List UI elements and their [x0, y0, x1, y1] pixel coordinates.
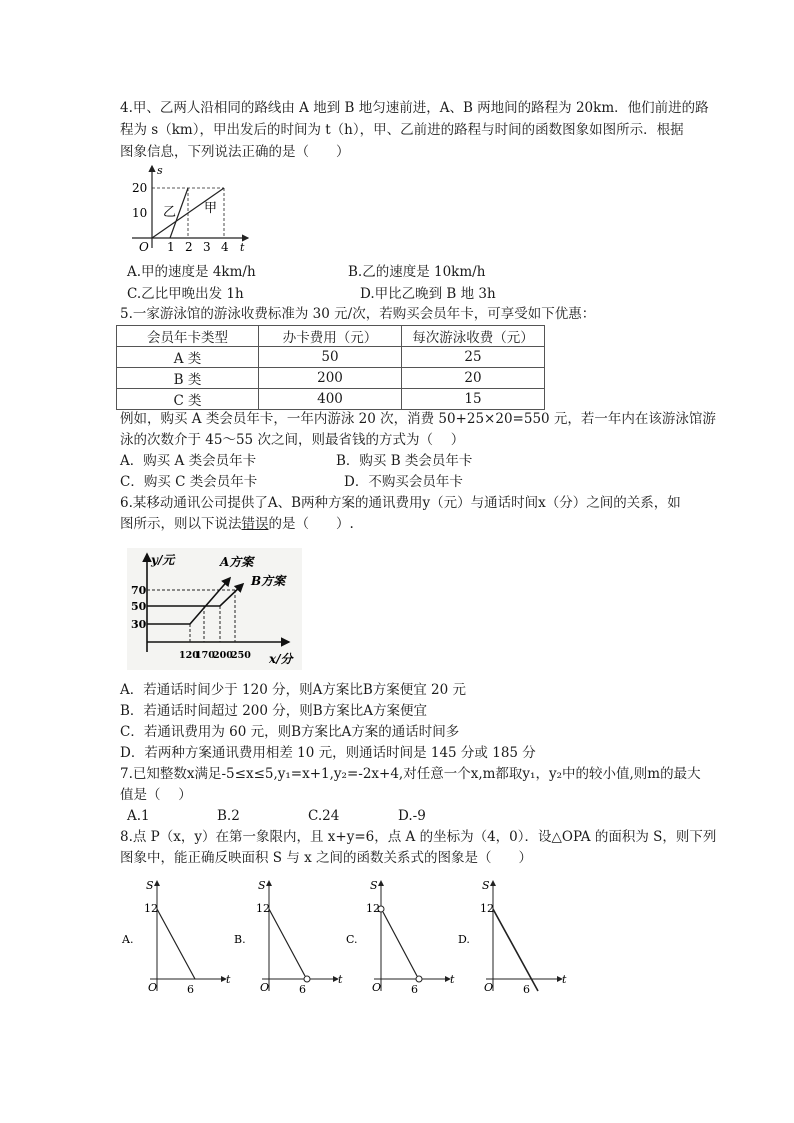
table-header-type: 会员年卡类型 [117, 326, 259, 347]
q4-option-d[interactable]: D.甲比乙晚到 B 地 3h [360, 286, 496, 302]
table-cell: A 类 [117, 347, 259, 368]
q6-emphasis-wrong: 错误 [241, 516, 269, 532]
q4-stem-line2: 程为 s（km），甲出发后的时间为 t（h），甲、乙前进的路程与时间的函数图象如图所示．根据 [120, 122, 684, 138]
q8b-letter: B. [234, 933, 246, 946]
q8b-o: O [260, 981, 270, 994]
q5-stem-line1: 5.一家游泳馆的游泳收费标准为 30 元/次，若购买会员年卡，可享受如下优惠： [120, 306, 596, 322]
table-cell: C 类 [117, 389, 259, 410]
q4-y-tick-20: 20 [132, 181, 148, 195]
q8a-t: t [226, 973, 231, 986]
q6-option-a[interactable]: A．若通话时间少于 120 分，则A方案比B方案便宜 20 元 [120, 682, 467, 698]
q8d-t: t [562, 973, 567, 986]
q8c-letter: C. [346, 933, 358, 946]
q4-option-c[interactable]: C.乙比甲晚出发 1h [127, 286, 244, 302]
q8c-o: O [372, 981, 382, 994]
q8d-s: S [482, 879, 490, 892]
q8b-open-point [304, 976, 310, 982]
q4-y-tick-10: 10 [132, 206, 148, 220]
q8a-6: 6 [187, 983, 194, 996]
q6-y-tick-70: 70 [131, 584, 147, 597]
table-cell: 50 [259, 347, 402, 368]
q5-stem-line3: 泳的次数介于 45～55 次之间，则最省钱的方式为（ ） [120, 432, 465, 448]
q7-stem-line2: 值是（ ） [120, 787, 192, 803]
q7-option-c[interactable]: C.24 [308, 808, 340, 824]
q8-graph-d[interactable] [456, 873, 571, 998]
q4-option-a[interactable]: A.甲的速度是 4km/h [127, 264, 256, 280]
q8b-line [269, 909, 305, 976]
q5-option-b[interactable]: B．购买 B 类会员年卡 [336, 453, 473, 469]
q8a-12: 12 [144, 902, 158, 915]
q6-x-tick-200: 200 [213, 650, 233, 661]
q8a-line [157, 909, 195, 979]
q8a-o: O [148, 981, 158, 994]
q7-option-a[interactable]: A.1 [127, 808, 150, 824]
q8-stem-line2: 图象中，能正确反映面积 S 与 x 之间的函数关系式的图象是（ ） [120, 850, 533, 866]
q4-label-jia: 甲 [204, 201, 218, 216]
q4-stem-line1: 4.甲、乙两人沿相同的路线由 A 地到 B 地匀速前进，A、B 两地间的路程为 20km．他们前进的路 [120, 100, 709, 116]
q6-x-label: x/分 [269, 652, 293, 666]
q5-option-c[interactable]: C．购买 C 类会员年卡 [120, 474, 258, 490]
q8d-12: 12 [480, 902, 494, 915]
q8-graph-a[interactable] [120, 873, 235, 998]
q4-x-tick-4: 4 [221, 240, 229, 254]
q8-graph-c[interactable] [344, 873, 459, 998]
q8c-t: t [450, 973, 455, 986]
q6-stem-text: 图所示，则以下说法 [120, 516, 242, 532]
q8c-6: 6 [411, 983, 418, 996]
table-cell: 400 [259, 389, 402, 410]
q6-graph [127, 548, 302, 670]
q6-option-b[interactable]: B．若通话时间超过 200 分，则B方案比A方案便宜 [120, 703, 427, 719]
q8c-open-point-bottom [416, 976, 422, 982]
q6-y-tick-30: 30 [131, 618, 147, 631]
q4-label-yi: 乙 [163, 205, 177, 220]
table-cell: 15 [402, 389, 545, 410]
q7-option-d[interactable]: D.-9 [398, 808, 426, 824]
q8d-letter: D. [458, 933, 470, 946]
q8b-6: 6 [299, 983, 306, 996]
q8-stem-line1: 8.点 P（x，y）在第一象限内，且 x+y=6，点 A 的坐标为（4，0）．设△OPA 的面积为 S，则下列 [120, 829, 717, 845]
q6-y-label: y/元 [151, 553, 175, 567]
q8b-t: t [338, 973, 343, 986]
table-header-card-fee: 办卡费用（元） [259, 326, 402, 347]
q8b-12: 12 [256, 902, 270, 915]
q8d-o: O [484, 981, 494, 994]
q8c-s: S [370, 879, 378, 892]
q6-label-b: B方案 [251, 574, 286, 588]
table-row [117, 389, 545, 410]
q4-graph [120, 160, 260, 255]
q8a-letter: A. [122, 933, 134, 946]
q4-x-tick-2: 2 [185, 240, 193, 254]
q8b-s: S [258, 879, 266, 892]
q7-stem-line1: 7.已知整数x满足-5≤x≤5,y₁=x+1,y₂=-2x+4,对任意一个x,m都取y₁，y₂中的较小值,则m的最大 [120, 766, 701, 782]
table-cell: 200 [259, 368, 402, 389]
q5-option-d[interactable]: D．不购买会员年卡 [344, 474, 463, 490]
table-cell: B 类 [117, 368, 259, 389]
q4-x-tick-3: 3 [203, 240, 211, 254]
table-row [117, 368, 545, 389]
q4-option-b[interactable]: B.乙的速度是 10km/h [348, 264, 486, 280]
q5-fee-table [116, 325, 545, 410]
q6-x-tick-170: 170 [195, 650, 215, 661]
q4-x-tick-1: 1 [167, 240, 175, 254]
q8-graph-b[interactable] [232, 873, 347, 998]
q6-x-tick-250: 250 [231, 650, 251, 661]
table-header-per-swim: 每次游泳收费（元） [402, 326, 545, 347]
q4-stem-line3: 图象信息，下列说法正确的是（ ） [120, 144, 350, 160]
table-cell: 20 [402, 368, 545, 389]
q6-label-a: A方案 [220, 555, 254, 569]
q4-s-label: s [157, 164, 163, 177]
q4-origin: O [139, 240, 149, 254]
table-cell: 25 [402, 347, 545, 368]
table-row [117, 347, 545, 368]
q6-y-tick-50: 50 [131, 600, 147, 613]
q6-option-d[interactable]: D．若两种方案通讯费用相差 10 元，则通话时间是 145 分或 185 分 [120, 745, 536, 761]
q6-x-tick-120: 120 [179, 650, 199, 661]
q8a-s: S [146, 879, 154, 892]
q8d-6: 6 [523, 983, 530, 996]
table-header-row [117, 326, 545, 347]
q6-stem-tail: 的是（ ）. [268, 516, 354, 532]
q6-stem-line1: 6.某移动通讯公司提供了A、B两种方案的通讯费用y（元）与通话时间x（分）之间的关系，如 [120, 495, 681, 511]
q4-t-label: t [240, 241, 245, 254]
q6-option-c[interactable]: C．若通讯费用为 60 元，则B方案比A方案的通话时间多 [120, 724, 460, 740]
q5-stem-line2: 例如，购买 A 类会员年卡，一年内游泳 20 次，消费 50+25×20=550 元，若一年内在该游泳馆游 [120, 411, 716, 427]
q8c-12: 12 [366, 902, 380, 915]
q6-stem-line2 [120, 514, 354, 534]
q8c-line [383, 912, 417, 976]
q5-option-a[interactable]: A．购买 A 类会员年卡 [120, 453, 257, 469]
q7-option-b[interactable]: B.2 [217, 808, 240, 824]
